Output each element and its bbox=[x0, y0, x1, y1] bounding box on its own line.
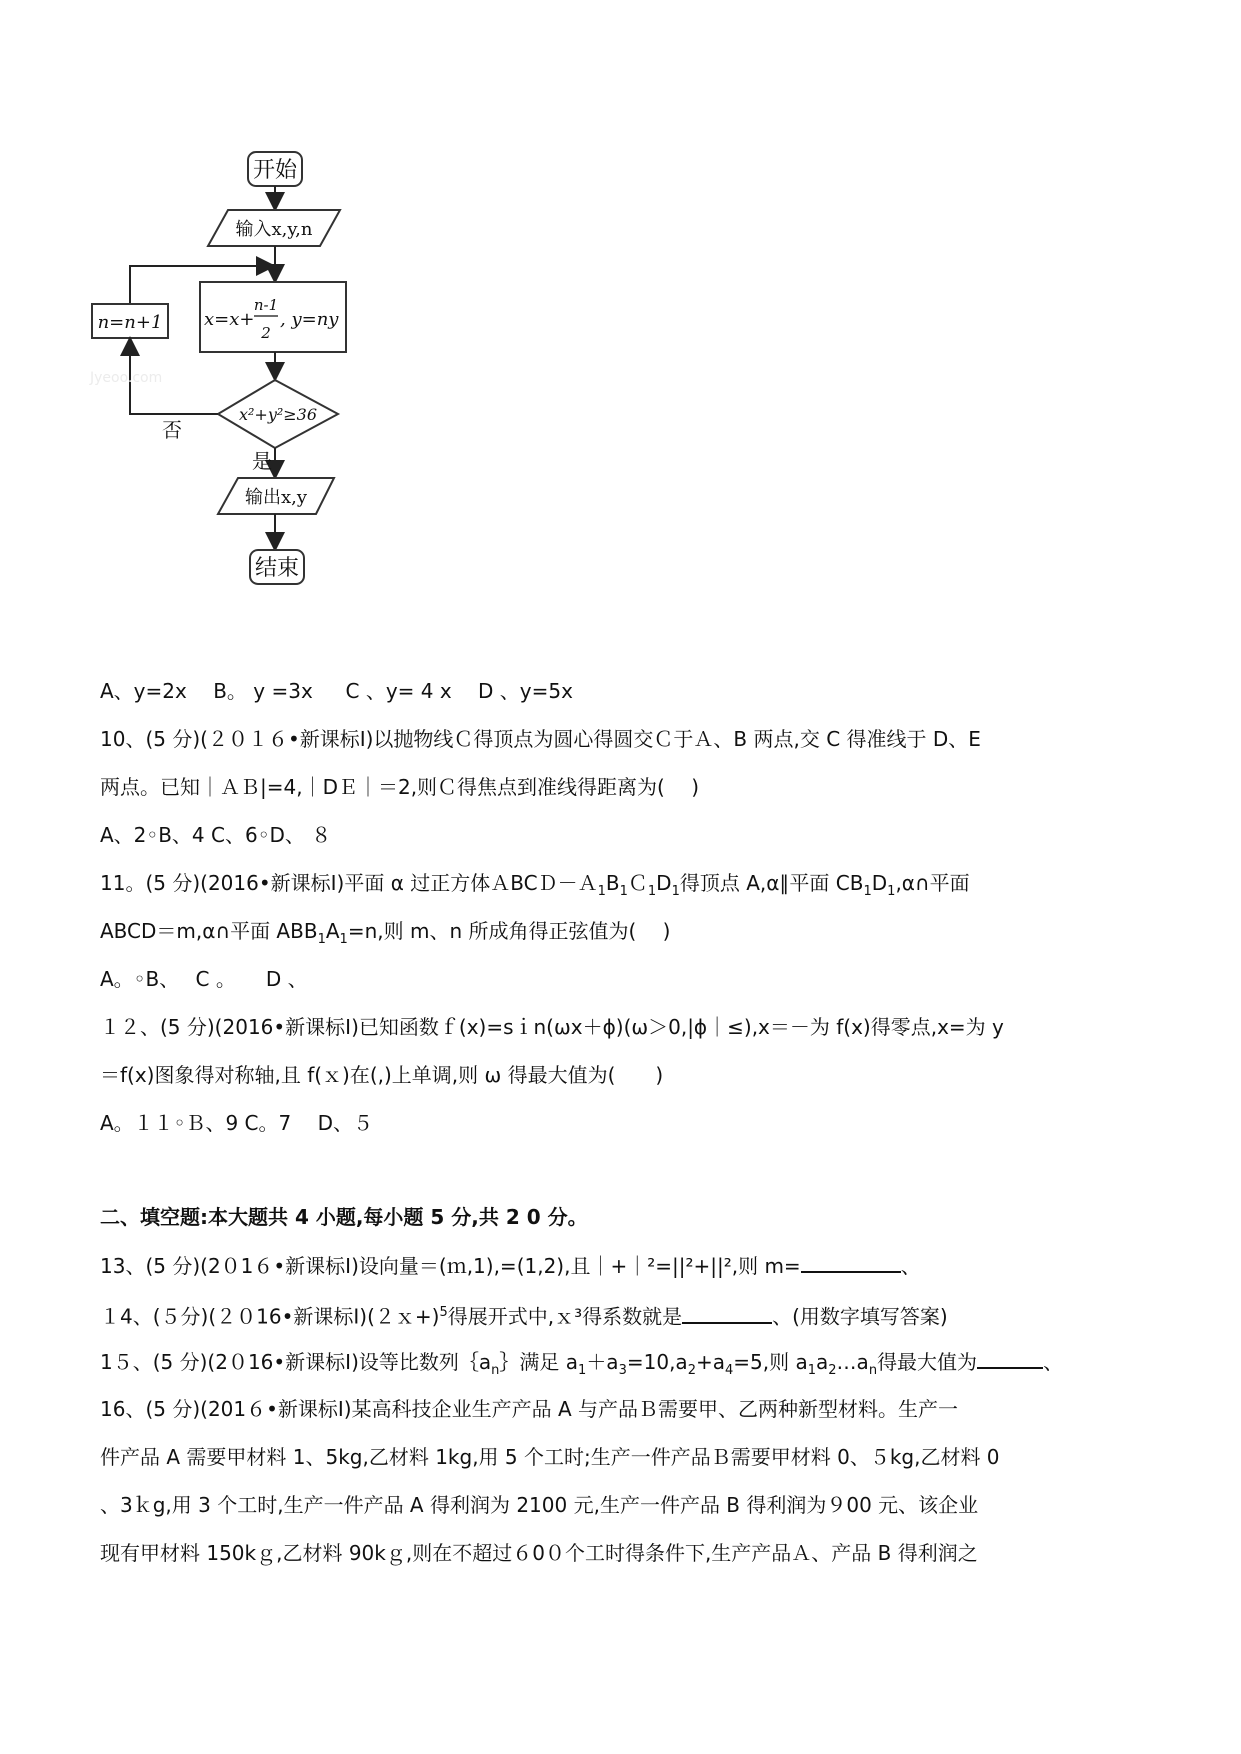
q12-line2: ＝f(x)图象得对称轴,且 f(ｘ)在(,)上单调,则 ω 得最大值为( ) bbox=[100, 1063, 664, 1087]
end-label: 结束 bbox=[254, 556, 300, 581]
watermark: Jyeoo.com bbox=[90, 370, 163, 386]
flowchart bbox=[80, 150, 420, 670]
q10-line2: 两点。已知｜ＡＢ|=4,｜DＥ｜＝2,则Ｃ得焦点到准线得距离为( ) bbox=[100, 775, 700, 799]
q12-options: A。１１◦Ｂ、9 C。7 D、５ bbox=[100, 1111, 374, 1135]
q10-options: A、2◦B、4 C、6◦D、 ８ bbox=[100, 823, 332, 847]
section-heading: 二、填空题:本大题共 4 小题,每小题 5 分,共 2 0 分。 bbox=[100, 1205, 588, 1229]
q9-options: A、y=2x B。 y =3x C 、y= 4 x D 、y=5x bbox=[100, 679, 573, 703]
q11-options: A。◦B、 C 。 D 、 bbox=[100, 967, 308, 991]
q13: 13、(5 分)(2０1６•新课标Ⅰ)设向量＝(ｍ,1),=(1,2),且｜+｜²=||²+||²,则 m= 、 bbox=[100, 1251, 921, 1280]
yes-label: 是 bbox=[252, 449, 272, 473]
answer-blank bbox=[682, 1302, 772, 1324]
answer-blank bbox=[801, 1251, 901, 1273]
no-label: 否 bbox=[162, 418, 182, 442]
q16-line1: 16、(5 分)(201６•新课标Ⅰ)某高科技企业生产产品 A 与产品Ｂ需要甲、乙两种新型材料。生产一 bbox=[100, 1397, 959, 1421]
q15: 1５、(5 分)(2０16•新课标Ⅰ)设等比数列$\{a_n\}$满足 $a_1+a_3=10,a_2+a_4=5$,则 $a_1a_2\dots a_n$得最大值为 、 bbox=[100, 1347, 1063, 1385]
q10-line1: 10、(5 分)(２０１６•新课标Ⅰ)以抛物线Ｃ得顶点为圆心得圆交Ｃ于Ａ、B 两点,交 C 得准线于 D、E bbox=[100, 727, 981, 751]
q16-line4: 现有甲材料 150kｇ,乙材料 90kｇ,则在不超过６0０个工时得条件下,生产产品Ａ、产品 B 得利润之 bbox=[100, 1541, 978, 1565]
process-num: n-1 bbox=[253, 296, 279, 314]
q11-line1: 11。(5 分)(2016•新课标Ⅰ)平面 α 过正方体$ABCD-A_1B_1C_1D_1$得顶点 A,α∥平面 $CB_1D_1,\alpha\cap$平面 bbox=[100, 871, 970, 899]
process-y: , y=ny bbox=[280, 309, 339, 330]
condition-label: x²+y²≥36 bbox=[238, 405, 318, 424]
process-den: 2 bbox=[261, 324, 271, 342]
q12-line1: １２、(5 分)(2016•新课标Ⅰ)已知函数ｆ(x)=sｉn(ωx＋ϕ)(ω＞0,|ϕ｜≤),x＝－为 f(x)得零点,x=为 y bbox=[100, 1015, 1004, 1039]
answer-blank bbox=[977, 1347, 1043, 1369]
increment-label: n=n+1 bbox=[97, 312, 163, 333]
start-label: 开始 bbox=[252, 158, 298, 183]
q14: １4、(５分)(２０16•新课标Ⅰ)(２ｘ+)$^5$得展开式中,ｘ³得系数就是 、(用数字填写答案) bbox=[100, 1299, 948, 1331]
output-label: 输出x,y bbox=[244, 487, 308, 508]
q16-line2: 件产品 A 需要甲材料 1、5kg,乙材料 1kg,用 5 个工时;生产一件产品Ｂ需要甲材料 0、５kg,乙材料 0 bbox=[100, 1445, 1000, 1469]
input-label: 输入x,y,n bbox=[235, 219, 313, 240]
process-x: x=x+ bbox=[204, 309, 255, 330]
q16-line3: 、3ｋg,用 3 个工时,生产一件产品 A 得利润为 2100 元,生产一件产品 B 得利润为９00 元、该企业 bbox=[100, 1493, 979, 1517]
q11-line2: ABCD＝m,α∩平面 $ABB_1A_1=n$,则 m、n 所成角得正弦值为( ) bbox=[100, 919, 671, 947]
